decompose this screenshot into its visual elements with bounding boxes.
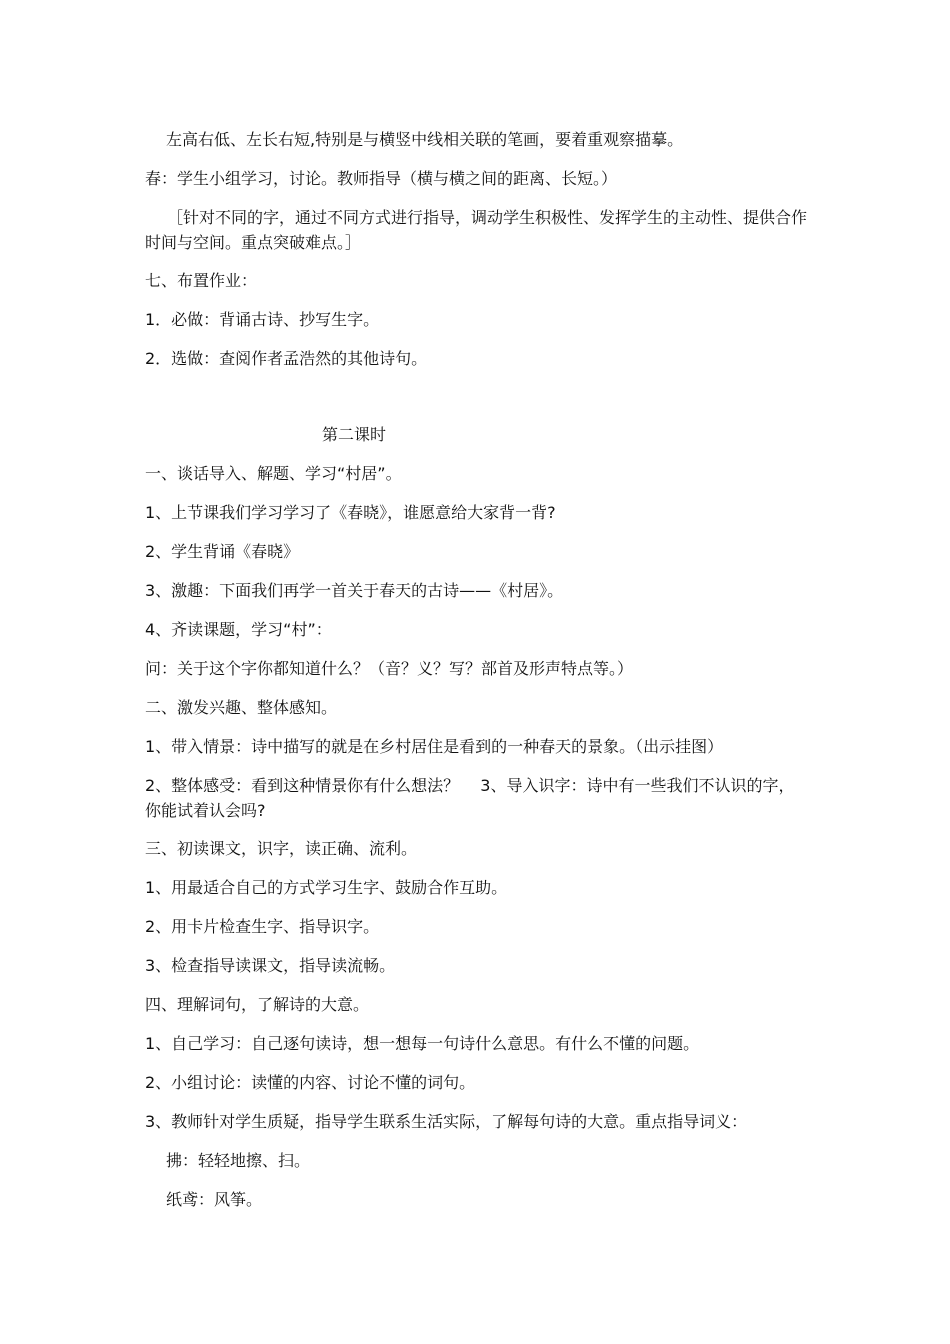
list-item: 2、整体感受：看到这种情景你有什么想法？ 3、导入识字：诗中有一些我们不认识的字，你能试着认会吗? xyxy=(145,776,795,820)
list-item: 2、用卡片检查生字、指导识字。 xyxy=(145,917,380,936)
list-item: 3、激趣：下面我们再学一首关于春天的古诗——《村居》。 xyxy=(145,581,564,600)
list-item: 2、小组讨论：读懂的内容、讨论不懂的词句。 xyxy=(145,1073,476,1092)
list-item: 3、教师针对学生质疑，指导学生联系生活实际，了解每句诗的大意。重点指导词义： xyxy=(145,1112,748,1131)
list-item: 1、用最适合自己的方式学习生字、鼓励合作互助。 xyxy=(145,878,508,897)
definition: 纸鸢：风筝。 xyxy=(166,1190,263,1209)
paragraph: 左高右低、左长右短,特别是与横竖中线相关联的笔画，要着重观察描摹。 xyxy=(166,130,684,149)
paragraph: 春：学生小组学习，讨论。教师指导（横与横之间的距离、长短。） xyxy=(145,169,618,188)
definition: 拂：轻轻地擦、扫。 xyxy=(166,1151,311,1170)
list-item: 4、齐读课题，学习“村”： xyxy=(145,620,332,639)
list-item: 1、带入情景：诗中描写的就是在乡村居住是看到的一种春天的景象。（出示挂图） xyxy=(145,737,724,756)
list-item: 1、上节课我们学习学习了《春晓》，谁愿意给大家背一背? xyxy=(145,503,556,522)
paragraph: 问：关于这个字你都知道什么？（音？义？写？部首及形声特点等。） xyxy=(145,659,634,678)
section-heading: 一、谈话导入、解题、学习“村居”。 xyxy=(145,464,402,483)
section-heading: 三、初读课文，识字，读正确、流利。 xyxy=(145,839,418,858)
section-heading: 七、布置作业： xyxy=(145,271,258,290)
list-item: 1．必做：背诵古诗、抄写生字。 xyxy=(145,310,380,329)
list-item: 2、学生背诵《春晓》 xyxy=(145,542,300,561)
list-item: 1、自己学习：自己逐句读诗，想一想每一句诗什么意思。有什么不懂的问题。 xyxy=(145,1034,700,1053)
list-item: 2．选做：查阅作者孟浩然的其他诗句。 xyxy=(145,349,428,368)
lesson-title: 第二课时 xyxy=(322,425,387,444)
section-heading: 四、理解词句，了解诗的大意。 xyxy=(145,995,370,1014)
paragraph: ［针对不同的字，通过不同方式进行指导，调动学生积极性、发挥学生的主动性、提供合作时间与空间。重点突破难点。］ xyxy=(145,208,808,252)
list-item: 3、检查指导读课文，指导读流畅。 xyxy=(145,956,396,975)
section-heading: 二、激发兴趣、整体感知。 xyxy=(145,698,338,717)
